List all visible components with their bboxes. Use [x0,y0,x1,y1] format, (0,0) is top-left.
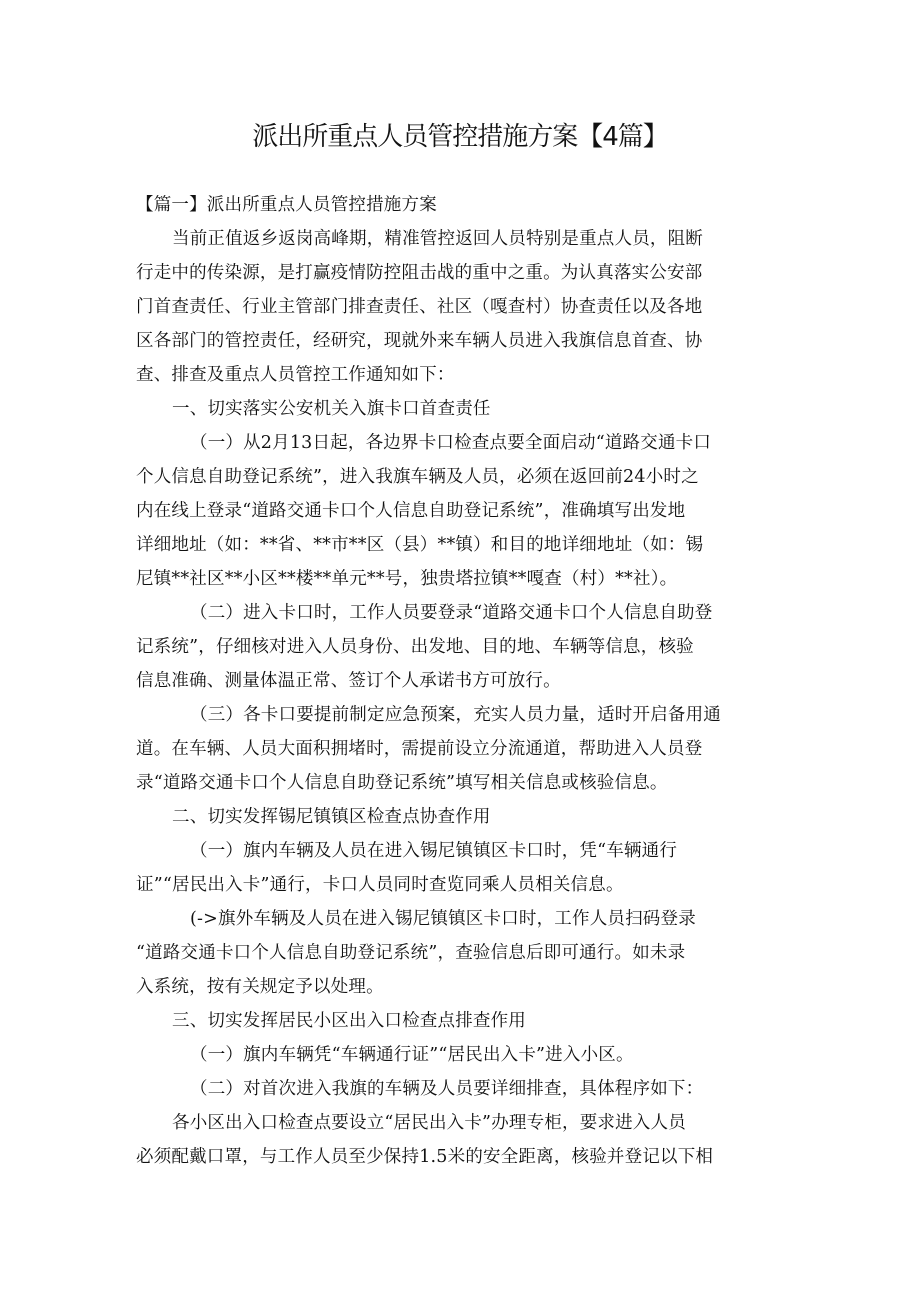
paragraph-line: 道。在车辆、人员大面积拥堵时，需提前设立分流通道，帮助进入人员登 [136,739,703,759]
paragraph-line: 尼镇**社区**小区**楼**单元**号，独贵塔拉镇**嘎查（村）**社）。 [136,569,678,589]
paragraph-line: 记系统”，仔细核对进入人员身份、出发地、目的地、车辆等信息，核验 [136,637,694,657]
paragraph-line: （二）进入卡口时，工作人员要登录“道路交通卡口个人信息自助登 [190,603,713,623]
paragraph-line: 查、排查及重点人员管控工作通知如下： [136,365,455,385]
paragraph-line: （一）旗内车辆及人员在进入锡尼镇镇区卡口时，凭“车辆通行 [190,841,678,861]
paragraph-line: （一）从2月13日起，各边界卡口检查点要全面启动“道路交通卡口 [190,433,712,453]
paragraph-line: 个人信息自助登记系统”，进入我旗车辆及人员，必须在返回前24小时之 [136,467,699,487]
section-heading: 【篇一】派出所重点人员管控措施方案 [136,195,437,215]
paragraph-line: （三）各卡口要提前制定应急预案，充实人员力量，适时开启备用通 [190,705,721,725]
paragraph-line: 行走中的传染源，是打赢疫情防控阻击战的重中之重。为认真落实公安部 [136,263,703,283]
paragraph-line: (->旗外车辆及人员在进入锡尼镇镇区卡口时，工作人员扫码登录 [190,909,696,929]
paragraph-line: 详细地址（如：**省、**市**区（县）**镇）和目的地详细地址（如：锡 [136,535,704,555]
paragraph-line: 各小区出入口检查点要设立“居民出入卡”办理专柜，要求进入人员 [172,1113,686,1133]
paragraph-line: “道路交通卡口个人信息自助登记系统”，查验信息后即可通行。如未录 [136,943,686,963]
subheading: 三、切实发挥居民小区出入口检查点排查作用 [172,1011,526,1031]
paragraph-line: 信息准确、测量体温正常、签订个人承诺书方可放行。 [136,671,561,691]
paragraph-line: 门首查责任、行业主管部门排查责任、社区（嘎查村）协查责任以及各地 [136,297,703,317]
paragraph-line: 证”“居民出入卡”通行，卡口人员同时查览同乘人员相关信息。 [136,875,624,895]
paragraph-line: 录“道路交通卡口个人信息自助登记系统”填写相关信息或核验信息。 [136,773,668,793]
paragraph-line: （一）旗内车辆凭“车辆通行证”“居民出入卡”进入小区。 [190,1045,634,1065]
subheading: 一、切实落实公安机关入旗卡口首查责任 [172,399,491,419]
subheading: 二、切实发挥锡尼镇镇区检查点协查作用 [172,807,491,827]
paragraph-line: 当前正值返乡返岗高峰期，精准管控返回人员特别是重点人员，阻断 [172,229,703,249]
paragraph-line: 区各部门的管控责任，经研究，现就外来车辆人员进入我旗信息首查、协 [136,331,703,351]
paragraph-line: 入系统，按有关规定予以处理。 [136,977,384,997]
paragraph-line: 内在线上登录“道路交通卡口个人信息自助登记系统”，准确填写出发地 [136,501,686,521]
paragraph-line: 必须配戴口罩，与工作人员至少保持1.5米的安全距离，核验并登记以下相 [136,1147,714,1167]
paragraph-line: （二）对首次进入我旗的车辆及人员要详细排查，具体程序如下： [190,1079,704,1099]
document-title: 派出所重点人员管控措施方案【4篇】 [252,122,668,152]
document-body [136,188,788,1174]
